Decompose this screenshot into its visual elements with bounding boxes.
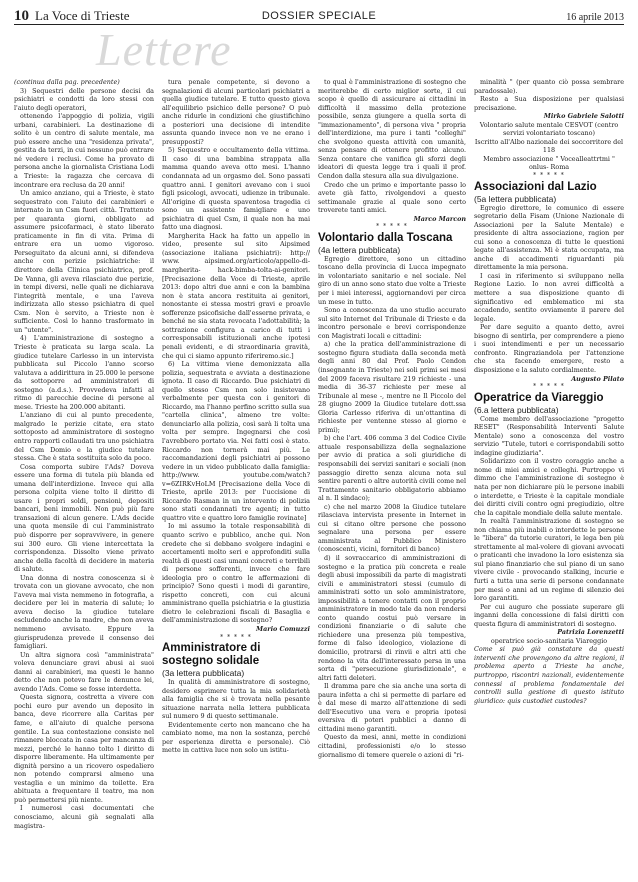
letter-heading: Volontario dalla Toscana [318, 231, 453, 244]
section-separator: * * * * * [533, 172, 565, 180]
paragraph: Questo da mesi, anni, mette in condizioni cittadini, professionisti e/o lo stesso giornalismo di temere querele o azioni di "ri- [318, 733, 466, 759]
section-separator: * * * * * [376, 223, 408, 231]
issue-date: 16 aprile 2013 [566, 12, 624, 23]
paragraph: a) che la pratica dell'amministrazione di sostegno figura studiata dalla seconda metà degli anni 80 dal Prof. Paolo Cendon (insegnante in Trieste) nei soli primi sei mesi del 2009 faceva risultare 219 richieste - una media di 36-37 richieste per mese al Tribunale al mese -, mentre ne Il Piccolo del 28 giugno 2009 la Giudice tutelare dott.ssa Gloria Carlesso riferiva di un'ottantina di richieste per ventenne stesso al giorno e primi); [318, 340, 466, 434]
paragraph: Credo che un primo e importante passo lo avete già fatto, rivolgendovi a questo settimanale grazie al quale sono certo troverete tanti amici. [318, 180, 466, 215]
paragraph: Membro associazione " Vocealleattrtmi " onlus- Roma [483, 154, 615, 172]
paragraph: c) che nel marzo 2008 la Giudice tutelare rilasciava intervista presente in Internet in cui si citano oltre persone che possono segnalare una persona per essere amministrata al Pubblico Ministero (conoscenti, vicini, fornitori di banco) [318, 502, 466, 554]
letter-signature: Marco Marcon [413, 214, 466, 223]
section-banner-title: Lettere [96, 24, 232, 75]
paragraph: I casi in riferimento si sviluppano nella Regione Lazio. Io non avrei difficoltà a mettere a sua disposizione quanto di significativo ed emblematico mi sta accadendo, sentito ovviamente il parere del legale. [474, 271, 624, 323]
paragraph: In qualità di amministratore di sostegno, desidero esprimere tutta la mia solidarietà alla famiglia che si è trovata nella pesante situazione narrata nella lettera pubblicata sul numero 9 di questo settimanale. [162, 678, 310, 721]
paragraph: b) che l'art. 406 comma 3 del Codice Civile attuale responsabilizza della segnalazione per avvio di pratica a soli giuridiche di responsabili dei servizi sanitari e sociali (non passaggio diretto senza alcuna nota sul sentire parenti o altre autorità civili come nel Trattamento sanitario obbligatorio abbiamo al n. Il sindaco); [318, 434, 466, 503]
paragraph: Iscritto all'Albo nazionale dei soccorritore del 118 [474, 137, 624, 155]
text-column-2 [162, 78, 310, 870]
paragraph: Cosa comporta subire l'Ads? Doveva essere una forma di tutela più blanda ed umana dell'interdizione. Invece qui alla persona colpita viene tolto il diritto di usare i propri soldi, pensioni, depositi bancari, beni immobili. Non può più fare transazioni di alcun genere. L'Ads decide una quota mensile di cui l'amministrato può disporre per sopravvivere, in genere sui 300 euro. Gli viene intercettata la corrispondenza. Dissolto viene privato anche della facoltà di decidere in materia di salute. [14, 462, 154, 574]
paragraph: Io mi assumo la totale responsabilità di quanto scrivo e pubblico, anche qui. Non credete che si debbano svolgere indagini e accertamenti molto seri e approfonditi sulla realtà di questi casi umani concreti e terribili di persone sofferenti, invece che fare ideologia pro o contro le affermazioni di principio? Sono questi i modi di garantire, rispetto concreti, con cui alcuni amministrano quella psichiatria e la giustizia dietro le celebrazioni fiscali di Basaglia e dell'amministrazione di sostegno? [162, 522, 310, 625]
paragraph: In realtà l'amministrazione di sostegno se non chiama più inabili o interdette le persone le "libera" da tutorie curatori, le lega ben più strettamente al mal-volere di giovani avvocati o praticanti che invadono la loro esistenza sia sul piano finanziario che sul piano di un sano vivere civile - provocando stalking, incurie e furti a tutta una serie di persone condannate per mesi o anni ad un regime di silenzio dei loro garantiti. [474, 517, 624, 603]
page-number: 10 [14, 8, 29, 24]
paragraph: minalità " (per quanto ciò possa sembrare paradossale). [474, 78, 624, 95]
publication-title: La Voce di Trieste [35, 8, 130, 23]
paragraph: 4) L'amministrazione di sostegno a Trieste è praticata su larga scala. La giudice tutelare Carlesso in un intervista pubblicata sul Piccolo l'anno scorso valutava a addirittura in 25.000 le persone da sottoporre ad amministratori di sostegno (a.d.s.). Provvedeva infatti al ritmo di parecchie decine di persone al mese. Trieste ha 200.000 abitanti. [14, 334, 154, 411]
paragraph: Come si può già constatare da questi interventi che provengono da altre regioni, il problema aperto a Trieste ha anche, purtroppo, riscontri nazionali, evidentemente connessi al problema fondamentale dei controlli sulla gestione di questo istituto giuridico: quis custodiet custodes? [474, 645, 624, 705]
letter-signature: Mario Comuzzi [256, 625, 310, 633]
paragraph: Una donna di nostra conoscenza si è trovata con un giovane avvocato, che non l'aveva mai vista nemmeno in fotografia, a decidere per lei in materia di salute; lo aveva deciso la giudice tutelare escludendo anche la madre, che non aveva nemmeno avvisato. Eppure la giurisprudenza prevede il consenso dei famigliari. [14, 573, 154, 651]
letter-subheading: (5a lettera pubblicata) [474, 193, 557, 204]
section-separator: * * * * * [533, 383, 565, 391]
paragraph: Questa signora, costretta a vivere con pochi euro pur avendo un deposito in banca, deve ricorrere alla Caritas per fame, e all'aiuto di qualche persona gentile. La sua contestazione consiste nel rimanere bloccata in casa per mancanza di mezzi, perché le hanno tolto l diritto di disporre liberamente. Ha ultimamente per dignità persino a un ricovero ospedaliero non potendo comprarsi almeno una vestaglia e un minimo da toilette. Era abituata a frequentare il teatro, ma non può permettersi più niente. [14, 693, 154, 804]
paragraph: Il dramma pare che sia anche una sorta di paura infetta a chi si permette di parlare ed è dal mese di marzo all'attenzione di sedi dell'Esecutivo una vera e propria ipotesi eversiva di poteri pubblici a danno di cittadini meno garantiti. [318, 682, 466, 733]
paragraph: 6) La vittima viene demonizzata alla polizia, sequestrata e avviata a destinazione ignota. Il caso di Riccardo. Due psichiatri di quello stesso Csm non solo insistevano verbalmente per questa con i genitori di Riccardo, ma l'hanno perfino scritto sulla sua "cartella clinica", almeno tre volte: denunciarlo alla polizia, così sarà li tolta una volta per sempre. Ingegnarsi che così l'avrebbero portato via. Nei fatti così è stato. Riccardo non tornerà mai più. Le raccomandazioni degli psichiatri ai possono vedere in un video pubblicato dalla famiglia: http://www. youtube.com/watch?v=6ZIRKvHoLM [Precisazione della Voce di Trieste, aprile 2013: per l'uccisione di Riccardo Rasman in un intervento di polizia sono stati condannati tre agenti; in tutto quattro vite e quattro loro famiglie rovinate] [162, 360, 310, 522]
paragraph: 5) Sequestro e occultamento della vittima. Il caso di una bambina strappata alla mamma quando aveva otto mesi. L'hanno condannata ad un orgasmo del. Sono passati quattro anni. I genitori avevano con i suoi figli psicologi, avvocati, udienze in tribunale. All'origine di questa spaventosa tragedia ci sono un assistente famigliare e uno psichiatra di quel Csm, il quale non ha mai fatto una diagnosi. [162, 146, 310, 232]
paragraph: Un amico anziano, qui a Trieste, è stato sequestrato con l'aiuto dei carabinieri e internato in un Csm fuori città. Trattenuto per quaranta giorni, obbligato ad assumere psicofarmaci, è stato liberato praticamente in fin di vita. Prima di entrare era un uomo vigoroso. Perseguitato da alcuni anni, si difendeva anche con perizie psichiatriche: il direttore della Clinica psichiatrica, prof. De Vanna, gli aveva rilasciato due perizie, in tempi diversi, nelle quali ne dichiarava l'integrità mentale, e una l'aveva indirizzata allo stesso psichiatra di quel Csm. Non è servito, a Trieste non è sufficiente. Così lo hanno trasformato in un "utente". [14, 189, 154, 334]
letter-subheading: (4a lettera pubblicata) [318, 244, 401, 255]
section-title: DOSSIER SPECIALE [261, 10, 377, 22]
paragraph: to qual è l'amministrazione di sostegno che meriterebbe di certo miglior sorte, il cui scopo è quello di assicurare ai cittadini in difficoltà il massimo della protezione possibile, senza giungere a quella sorta di "immazionamento", di persona viva " propria dell'interdizione, ma pure i tanti "colleghi" che svolgono questa attività con umanità, senza pensare di ottenere profitto alcuno. Senza contare che vanifica gli sforzi degli ideatori di questa legge tra i quali il prof. Cendon dalla stesura alla sua divulgazione. [318, 78, 466, 181]
letter-heading: Amministratore di sostegno solidale [162, 642, 261, 668]
letter-signature: Augusto Pilato [571, 374, 624, 383]
paragraph: Egregio direttore, le comunico di essere segretario della Fisam (Unione Nazionale di Associazioni per la Salute Mentale) e presidente di altra associazione, ragion per cui sono a conoscenza di tutte le questioni legate all'assistenza. Mi è stata occupata, ma anche di accadimenti riguardanti più direttamente la mia persona. [474, 203, 624, 272]
text-column-4 [474, 78, 624, 870]
paragraph: Margherita Hack ha fatto un appello in video, presente sul sito Aipsimed (associazione italiana psichiatri): http:// www. aipsimed.org/articolo/appello-di-margherita- hack-bimba-tolta-ai-genitori. [Precisazione della Voce di Trieste, aprile 2013: dopo altri due anni e con la bambina non è stata ancora restituita ai genitori, nonostante ei stessa mostri gravi e proavle sofferenze psicofisiche dall'esserne privata, e benché ne sia stata revocata l'adottabilità; la sottrazione configura a carico di tutti i corresponsabili istituzionali anche ipotesi penali evidenti, e di straordinaria gravità, che qui ci siamo appunto riferiremo.sic.] [162, 231, 310, 360]
page-header [14, 8, 624, 25]
letter-heading: Operatrice da Viareggio [474, 391, 604, 404]
paragraph: d) il sovraccarico di amministrazioni di sostegno e la pratica più concreta e reale degli abusi impossibili da parte di magistrati civili e amministratori stessi (cumulo di amministrati sotto un solo amministratore, impossibilità a tenere contatti con il proprio amministratore in modo tale da non rendersi conto quando costui può versare in condizioni finanziarie o di salute che richiedere una presenza più tempestiva, forme di falso ideologico, violazione di domicilio, protrarsi di rinvii e altri atti che rendono la vita dell'interessato persa in una sorta di "persecuzione giurisdizionale", e altri fatti deleteri. [318, 553, 466, 682]
paragraph: Evidentemente certo non mancano che ha cambiato nome, ma non la sostanza, perché per esperienza diretta e personale). Ciò mette in cattiva luce non solo un istitu- [162, 720, 310, 755]
letter-heading: Associazioni dal Lazio [474, 180, 597, 193]
paragraph: Come membro dell'associazione "progetto RESET" (Responsabilità Interventi Salute Mentale) sono a conoscenza del vostro servizio "Tutele, tutori e corrispondabili sotto indagine giudiziaria". [474, 414, 624, 457]
letter-signature: Patrizia Lorenzetti [557, 628, 624, 637]
letter-subheading: (6.a lettera pubblicata) [474, 404, 559, 415]
section-separator: * * * * * [220, 633, 252, 641]
paragraph: Solidarizzo con il vostro coraggio anche a nome di miei amici e colleghi. Purtroppo vi dimmo che l'amministrazione di sostegno è nata per non dichiarare più le persone inabili o interdette, e Trieste è la capitale mondiale dei diritti civili contro ogni pregiudizio, oltre che la capitale mondiale della salute mentale. [474, 457, 624, 517]
paragraph: Volontario salute mentale CESVOT (centro servizi volontariato toscano) [479, 120, 619, 138]
paragraph: (continua dalla pag. precedente) [14, 78, 120, 86]
paragraph: L'anziano di cui al punto precedente, malgrado le perizie citate, era stato sottoposto ad amministratore di sostegno entro rapporti collaudati tra uno psichiatra del Csm Domio e la giudice tutelare stessa. Che è stata sostituita solo da poco. [14, 411, 154, 463]
paragraph: ottenendo l'appoggio di polizia, vigili urbani, carabinieri. La destinazione di solito è un centro di salute mentale, ma può essere anche una "residenza privata", gestita da terzi, in cui nessuno può entrare né vedere i reclusi. Come ha provato di persona anche la giornalista Cristiana Lodi a Trieste: la ragazza che cercava di incontrare era reclusa da 20 anni! [14, 112, 154, 189]
paragraph: I numerosi casi documentati che conosciamo, alcuni già segnalati alla magistra- [14, 804, 154, 830]
paragraph: 3) Sequestri delle persone decisi da psichiatri e condotti da loro stessi con l'aiuto degli operatori, [14, 86, 154, 112]
paragraph: Un altra signora così "amministrata" voleva denunciare gravi abusi ai suoi danni ai carabinieri, ma questi le hanno detto che non potevo fare le denunce lei, avendo l'Ads. Come se fosse interdetta. [14, 650, 154, 693]
text-column-3 [318, 78, 466, 870]
paragraph: Per cui auguro che possiate superare gli inganni della concessione di falsi diritti con questa figura di amministratori di sostegno. [474, 602, 624, 628]
paragraph: Per dare seguito a quanto detto, avrei bisogno di sentirla, per comprendere a pieno i suoi intendimenti e per un necessario confronto. Ringraziandola per l'attenzione che sta facendo emergere, resto a disposizione e la saluto cordialmente. [474, 323, 624, 374]
text-column-1 [14, 78, 154, 870]
paragraph: Egregio direttore, sono un cittadino toscano della provincia di Lucca impegnato in volontariato sanitario e nel sociale. Nel giro di un anno sono stato due volte a Trieste per i miei interessi, aggiornandovi per circa un mese in tutto. [318, 254, 466, 306]
paragraph: Resto a Sua disposizione per qualsiasi precisazione. [474, 95, 624, 112]
paragraph: Sono a conoscenza da uno studio accurato sul sito Internet del Tribunale di Trieste e da incontro personale e brevi corrispondenze con Magistrati locali e cittadini: [318, 306, 466, 340]
paragraph: tura penale competente, si devono a segnalazioni di alcuni particolari psichiatri a quella giudice tutelare. E tutto questo giova all'equilibrio psichico delle persone? O può anche ridurle in condizioni che giustifichino a posteriori una decisione di intendite assunta quando invece non ve ne erano i presupposti? [162, 78, 310, 146]
letter-signature: Mirko Gabriele Salotti [543, 112, 624, 121]
letter-subheading: (3a lettera pubblicata) [162, 668, 245, 679]
paragraph: operatrice socio-sanitaria Viareggio [490, 636, 608, 645]
